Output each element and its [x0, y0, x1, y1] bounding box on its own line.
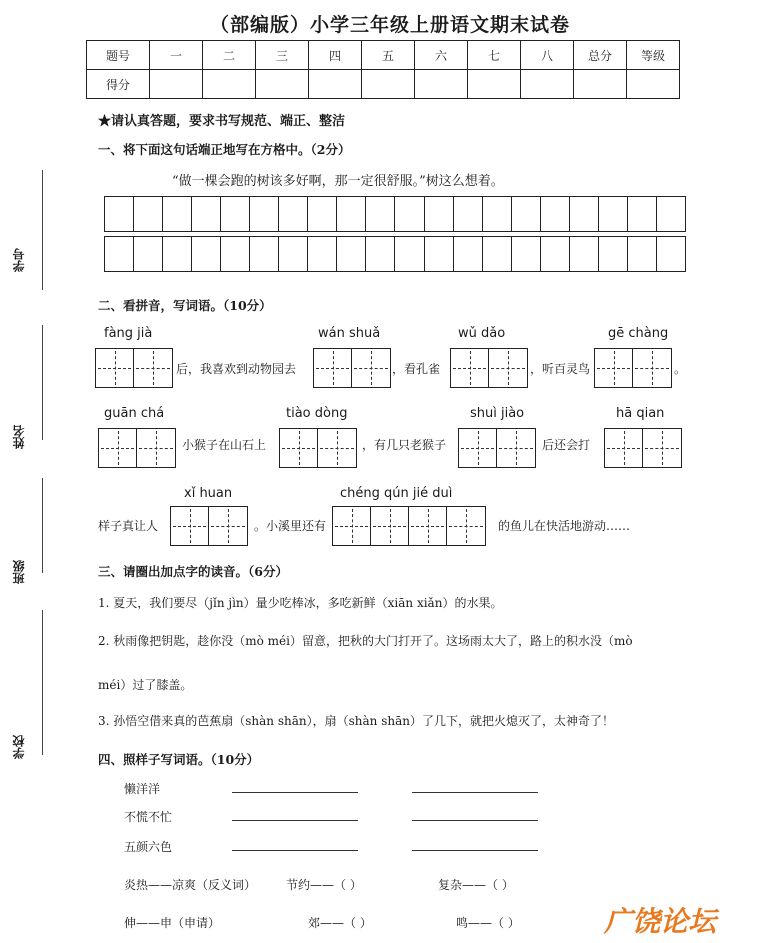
word-exercise: 复杂——（ ）: [438, 878, 514, 892]
answer-box[interactable]: [594, 348, 672, 388]
score-input-cell[interactable]: [309, 70, 362, 99]
tianzi-cell[interactable]: [99, 429, 137, 467]
binding-line: [42, 610, 43, 755]
answer-box[interactable]: [95, 348, 173, 388]
grid-cell[interactable]: [308, 197, 337, 231]
score-header-cell: 五: [362, 41, 415, 70]
score-input-cell[interactable]: [415, 70, 468, 99]
score-input-cell[interactable]: [627, 70, 680, 99]
tianzi-cell[interactable]: [409, 507, 447, 545]
binding-line: [42, 325, 43, 440]
answer-line[interactable]: [412, 820, 538, 821]
score-row-label: 得分: [87, 70, 150, 99]
example-word: 不慌不忙: [124, 810, 173, 824]
binding-line: [42, 170, 43, 290]
grid-cell[interactable]: [541, 197, 570, 231]
grid-cell[interactable]: [366, 237, 395, 271]
score-header-cell: 四: [309, 41, 362, 70]
tianzi-cell[interactable]: [643, 429, 681, 467]
grid-cell[interactable]: [425, 237, 454, 271]
score-input-cell[interactable]: [574, 70, 627, 99]
tianzi-cell[interactable]: [333, 507, 371, 545]
grid-cell[interactable]: [134, 197, 163, 231]
grid-cell[interactable]: [570, 237, 599, 271]
tianzi-cell[interactable]: [497, 429, 535, 467]
pinyin: fàng jià: [104, 326, 153, 341]
question-3: 3. 孙悟空借来真的芭蕉扇（shàn shān），扇（shàn shān）了几下，就把火熄灭了，太神奇了！: [98, 714, 614, 728]
question-2: 2. 秋雨像把钥匙，趁你没（mò méi）留意，把秋的大门打开了。这场雨太大了，路上的积水没（mò: [98, 634, 633, 648]
tianzi-cell[interactable]: [137, 429, 175, 467]
grid-cell[interactable]: [221, 237, 250, 271]
sentence-text: 。: [674, 362, 687, 376]
score-header-cell: 七: [468, 41, 521, 70]
section1-heading: 一、将下面这句话端正地写在方格中。（2分）: [98, 142, 351, 157]
sentence-text: 。小溪里还有: [254, 519, 327, 533]
grid-cell[interactable]: [395, 237, 424, 271]
name-label: 姓名: [12, 425, 26, 449]
sentence-text: 后还会打: [542, 438, 591, 452]
score-header-cell: 二: [203, 41, 256, 70]
answer-box[interactable]: [604, 428, 682, 468]
grid-cell[interactable]: [221, 197, 250, 231]
grid-cell[interactable]: [570, 197, 599, 231]
grid-cell[interactable]: [483, 197, 512, 231]
pinyin: gē chàng: [608, 326, 669, 341]
answer-line[interactable]: [412, 850, 538, 851]
watermark-logo: 广饶论坛: [604, 905, 717, 938]
answer-box[interactable]: [458, 428, 536, 468]
answer-box[interactable]: [170, 506, 248, 546]
score-header-cell: 三: [256, 41, 309, 70]
pinyin: xǐ huan: [184, 486, 233, 501]
grid-cell[interactable]: [192, 237, 221, 271]
grid-cell[interactable]: [454, 237, 483, 271]
grid-cell[interactable]: [279, 237, 308, 271]
score-input-cell[interactable]: [468, 70, 521, 99]
sentence-text: 小猴子在山石上: [182, 438, 267, 452]
tianzi-cell[interactable]: [459, 429, 497, 467]
tianzi-cell[interactable]: [489, 349, 527, 387]
grid-cell[interactable]: [192, 197, 221, 231]
score-value-row: [87, 70, 680, 99]
score-input-cell[interactable]: [256, 70, 309, 99]
answer-box[interactable]: [332, 506, 486, 546]
score-header-cell: 八: [521, 41, 574, 70]
grid-cell[interactable]: [134, 237, 163, 271]
sentence-text: ，有几只老猴子: [362, 438, 447, 452]
tianzi-cell[interactable]: [633, 349, 671, 387]
grid-cell[interactable]: [105, 197, 134, 231]
tianzi-cell[interactable]: [280, 429, 318, 467]
sentence-text: ，看孔雀: [392, 362, 441, 376]
grid-cell[interactable]: [628, 237, 657, 271]
grid-cell[interactable]: [512, 237, 541, 271]
tianzi-cell[interactable]: [352, 349, 390, 387]
tianzi-cell[interactable]: [314, 349, 352, 387]
question-2-cont: méi）过了膝盖。: [98, 678, 193, 692]
answer-line[interactable]: [232, 850, 358, 851]
tianzi-cell[interactable]: [595, 349, 633, 387]
word-exercise: 鸣——（ ）: [456, 916, 520, 930]
tianzi-cell[interactable]: [318, 429, 356, 467]
sentence-text: ，听百灵鸟: [530, 362, 591, 376]
score-header-row: [87, 41, 680, 70]
tianzi-cell[interactable]: [96, 349, 134, 387]
answer-box[interactable]: [313, 348, 391, 388]
section3-heading: 三、请圈出加点字的读音。（6分）: [98, 564, 288, 579]
grid-cell[interactable]: [366, 197, 395, 231]
grid-cell[interactable]: [483, 237, 512, 271]
grid-cell[interactable]: [657, 197, 685, 231]
word-exercise: 节约——（ ）: [286, 878, 362, 892]
binding-line: [42, 478, 43, 573]
tianzi-cell[interactable]: [209, 507, 247, 545]
word-exercise: 伸——申（申请）: [124, 916, 221, 930]
tianzi-cell[interactable]: [451, 349, 489, 387]
section1-sentence: “做一棵会跑的树该多好啊，那一定很舒服。”树这么想着。: [172, 174, 504, 189]
grid-cell[interactable]: [163, 237, 192, 271]
pinyin: shuì jiào: [470, 406, 525, 421]
score-input-cell[interactable]: [362, 70, 415, 99]
answer-line[interactable]: [232, 792, 358, 793]
answer-box[interactable]: [279, 428, 357, 468]
section4-heading: 四、照样子写词语。（10分）: [98, 752, 260, 767]
score-header-cell: 一: [150, 41, 203, 70]
grid-cell[interactable]: [250, 197, 279, 231]
grid-cell[interactable]: [163, 197, 192, 231]
word-exercise: 炎热——凉爽（反义词）: [124, 878, 257, 892]
score-header-cell: 六: [415, 41, 468, 70]
score-header-cell: 总分: [574, 41, 627, 70]
answer-box[interactable]: [98, 428, 176, 468]
grid-cell[interactable]: [628, 197, 657, 231]
answer-box[interactable]: [450, 348, 528, 388]
school-label: 学校: [12, 735, 26, 759]
grid-cell[interactable]: [657, 237, 685, 271]
grid-cell[interactable]: [250, 237, 279, 271]
exam-title: （部编版）小学三年级上册语文期末试卷: [209, 14, 570, 36]
pinyin: wǔ dǎo: [458, 326, 506, 341]
grid-cell[interactable]: [599, 197, 628, 231]
class-label: 班级: [12, 560, 26, 584]
score-input-cell[interactable]: [521, 70, 574, 99]
grid-cell[interactable]: [454, 197, 483, 231]
tianzi-cell[interactable]: [605, 429, 643, 467]
sentence-text: 的鱼儿在快活地游动……: [498, 519, 631, 533]
instruction: ★请认真答题，要求书写规范、端正、整洁: [98, 114, 346, 129]
student-id-label: 学号: [12, 248, 26, 272]
answer-line[interactable]: [412, 792, 538, 793]
score-input-cell[interactable]: [203, 70, 256, 99]
tianzi-cell[interactable]: [447, 507, 485, 545]
example-word: 五颜六色: [124, 840, 173, 854]
grid-cell[interactable]: [105, 237, 134, 271]
grid-cell[interactable]: [395, 197, 424, 231]
example-word: 懒洋洋: [124, 782, 161, 796]
tianzi-cell[interactable]: [171, 507, 209, 545]
grid-cell[interactable]: [425, 197, 454, 231]
tianzi-cell[interactable]: [134, 349, 172, 387]
grid-cell[interactable]: [599, 237, 628, 271]
score-header-cell: 题号: [87, 41, 150, 70]
grid-cell[interactable]: [308, 237, 337, 271]
score-table: [86, 40, 680, 99]
grid-cell[interactable]: [512, 197, 541, 231]
grid-cell[interactable]: [337, 237, 366, 271]
writing-grid-row-1[interactable]: [104, 196, 686, 232]
pinyin: hā qian: [616, 406, 665, 421]
pinyin: chéng qún jié duì: [340, 486, 453, 501]
pinyin: wán shuǎ: [318, 326, 381, 341]
tianzi-cell[interactable]: [371, 507, 409, 545]
pinyin: tiào dòng: [286, 406, 348, 421]
grid-cell[interactable]: [541, 237, 570, 271]
section2-heading: 二、看拼音，写词语。（10分）: [98, 298, 272, 313]
grid-cell[interactable]: [279, 197, 308, 231]
grid-cell[interactable]: [337, 197, 366, 231]
word-exercise: 郊——（ ）: [308, 916, 372, 930]
sentence-text: 样子真让人: [98, 519, 159, 533]
question-1: 1. 夏天，我们要尽（jǐn jìn）量少吃棒冰，多吃新鲜（xiān xiǎn）的水果。: [98, 596, 503, 610]
answer-line[interactable]: [232, 820, 358, 821]
score-input-cell[interactable]: [150, 70, 203, 99]
writing-grid-row-2[interactable]: [104, 236, 686, 272]
score-header-cell: 等级: [627, 41, 680, 70]
pinyin: guān chá: [104, 406, 165, 421]
sentence-text: 后，我喜欢到动物园去: [176, 362, 297, 376]
